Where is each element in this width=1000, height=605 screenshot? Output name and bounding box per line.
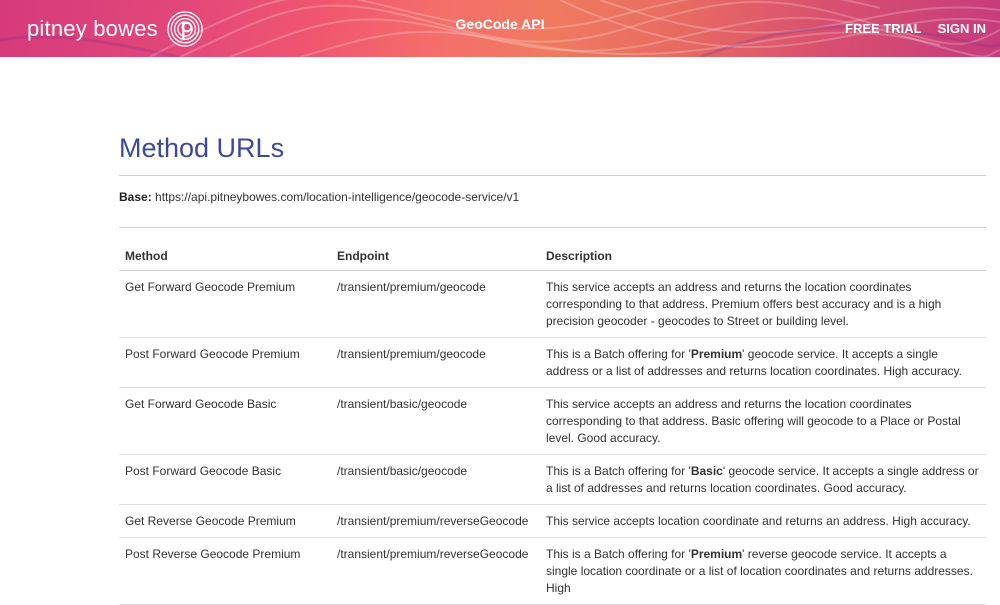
endpoint-cell: /transient/basic/geocode (331, 455, 540, 505)
description-text: This is a Batch offering for ' (546, 347, 691, 361)
table-row (119, 271, 986, 338)
site-header (0, 0, 1000, 57)
description-bold-term: Premium (690, 347, 743, 361)
base-url-line (119, 190, 519, 204)
free-trial-link[interactable]: FREE TRIAL (845, 21, 922, 36)
description-bold-term: Premium (690, 547, 743, 561)
endpoint-cell: /transient/basic/geocode (331, 388, 540, 455)
column-header-description: Description (540, 235, 986, 271)
description-cell (540, 455, 986, 505)
title-divider (119, 175, 986, 176)
table-row (119, 505, 986, 538)
description-cell (540, 388, 986, 455)
method-cell: Get Forward Geocode Basic (119, 388, 331, 455)
table-row (119, 455, 986, 505)
method-cell: Post Forward Geocode Premium (119, 338, 331, 388)
base-label: Base: (119, 190, 152, 204)
description-text-end: ' reverse geocode service. It accepts a single location coordinate or a list of location coordinates and returns addresses. High (546, 547, 973, 595)
description-text: This is a Batch offering for ' (546, 547, 691, 561)
base-url: https://api.pitneybowes.com/location-intelligence/geocode-service/v1 (155, 190, 520, 204)
description-bold-term: Basic (690, 464, 723, 478)
app-title: GeoCode API (455, 16, 545, 32)
description-text: This service accepts an address and returns the location coordinates corresponding to that address. Basic offering will geocode to a Place or Postal level. Good accuracy. (546, 397, 961, 445)
endpoint-cell: /transient/premium/geocode (331, 338, 540, 388)
table-header-row (119, 235, 986, 271)
table-row (119, 388, 986, 455)
method-cell: Post Forward Geocode Basic (119, 455, 331, 505)
description-text: This service accepts location coordinate and returns an address. High accuracy. (546, 514, 971, 528)
description-cell (540, 338, 986, 388)
description-cell (540, 271, 986, 338)
method-cell: Post Reverse Geocode Premium (119, 538, 331, 605)
description-text: This is a Batch offering for ' (546, 464, 691, 478)
method-cell: Get Reverse Geocode Premium (119, 505, 331, 538)
description-text-end: ' geocode service. It accepts a single address or a list of addresses and returns location coordinates. Good accuracy. (546, 464, 979, 495)
endpoint-cell: /transient/premium/geocode (331, 271, 540, 338)
brand-name: pitney bowes (27, 16, 158, 41)
method-urls-table (119, 235, 986, 605)
description-text: This service accepts an address and returns the location coordinates corresponding to that address. Premium offers best accuracy and is a high precision geocoder - geocodes to Street or building level. (546, 280, 942, 328)
endpoint-cell: /transient/premium/reverseGeocode (331, 538, 540, 605)
description-cell (540, 538, 986, 605)
description-cell (540, 505, 986, 538)
description-text-end: ' geocode service. It accepts a single address or a list of addresses and returns location coordinates. High accuracy. (546, 347, 962, 378)
table-row (119, 338, 986, 388)
base-divider (119, 227, 986, 228)
column-header-method: Method (119, 235, 331, 271)
sign-in-link[interactable]: SIGN IN (937, 21, 986, 36)
top-nav (845, 21, 986, 36)
method-cell: Get Forward Geocode Premium (119, 271, 331, 338)
endpoint-cell: /transient/premium/reverseGeocode (331, 505, 540, 538)
column-header-endpoint: Endpoint (331, 235, 540, 271)
page-title: Method URLs (119, 133, 285, 163)
table-row (119, 538, 986, 605)
